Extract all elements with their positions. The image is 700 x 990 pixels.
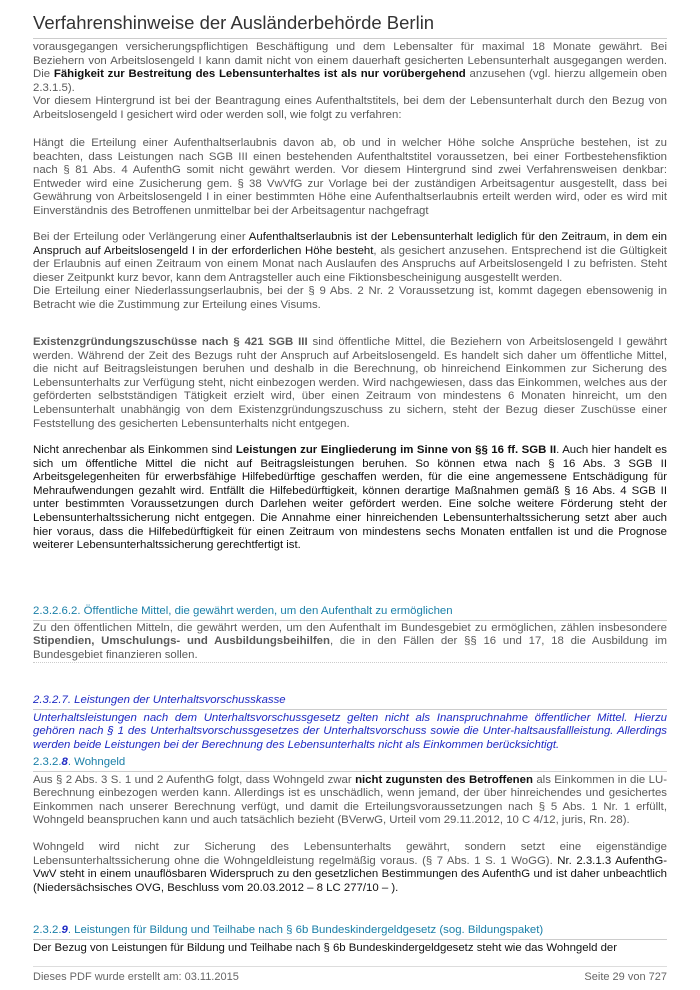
text: Aus § 2 Abs. 3 S. 1 und 2 AufenthG folgt, dass Wohngeld zwar <box>33 773 356 786</box>
paragraph-procedure-intro: Vor diesem Hintergrund ist bei der Beantragung eines Aufenthaltstitels, bei dem der Lebensunterhalt durch den Bezug von Arbeitslosengeld I gesichert wird oder werden soll, wie folgt zu verfahren: <box>33 95 667 121</box>
section-number-dot: . <box>67 924 72 936</box>
text: Hängt die Erteilung einer Aufenthaltserlaubnis davon ab, ob und in welcher Höhe solche Ansprüche bestehen, ist zu beachten, dass Leistungen nach SGB III einen bestehenden Aufenthaltstitel voraussetzen, bei einer Fortbestehensfiktion nach § 81 Abs. 4 AufenthG somit nicht gewährt werden. Vor diesem Hintergrund sind zwei Verfahrensweisen denkbar: Entweder wird eine Zusicherung gem. § 38 VwVfG zur Vorlage bei der zuständigen Arbeitsagentur ausgestellt, dass bei Gewährung von Arbeitslosengeld I in einer bestimmten Höhe eine Aufenthaltserlaubnis erteilt werden wird, oder es wird mit Einverständnis des Betroffenen unmittelbar bei der Arbeitsagentur nachgefragt <box>33 137 667 217</box>
paragraph-alg1-intro <box>33 41 667 123</box>
text: Bei der Erteilung oder Verlängerung einer <box>33 231 249 243</box>
bold-text: Fähigkeit zur Bestreitung des Lebensunterhaltes ist als nur vorübergehend <box>53 68 466 81</box>
section-heading <box>33 924 667 940</box>
text: , die in den Fällen der §§ 16 und 17, 18 die Ausbildung im Bundesgebiet finanzieren sollen. <box>33 635 667 661</box>
section-number-part: 9 <box>61 924 68 936</box>
section-number: 2.3.2.7. <box>33 694 71 706</box>
text: vorausgegangen versicherungspflichtigen Beschäftigung und dem Lebensalter für maximal 18 Monate gewährt. Bei Beziehern von Arbeitslosengeld I kann damit nicht von einem dauerhaft gesicherten Lebensunterhalt ausgegangen werden. Die <box>33 41 667 81</box>
bold-text: Existenzgründungszuschüsse nach § 421 SGB III <box>33 336 308 348</box>
page-title: Verfahrenshinweise der Ausländerbehörde Berlin <box>33 12 435 33</box>
section-text: Der Bezug von Leistungen für Bildung und Teilhabe nach § 6b Bundeskindergeldgesetz steht wie das Wohngeld der <box>33 941 618 954</box>
text: anzusehen (vgl. hierzu allgemein oben 2.3.1.5). <box>33 68 667 94</box>
text: Nicht anrechenbar als Einkommen sind <box>33 444 236 456</box>
text: . Auch hier handelt es sich um öffentliche Mittel die nicht auf Beitragsleistungen beruhen. So können etwa nach § 16 Abs. 3 SGB II Arbeitsgelegenheiten für erwerbsfähige Hilfebedürftige geschaffen werden, für die eine angemessene Entschädigung für Mehraufwendungen gezahlt wird. Entfällt die Hilfebedürftigkeit, können derartige Maßnahmen gemäß § 16 Abs. 4 SGB II unter bestimmten Voraussetzungen durch Darlehen weiter gefördert werden. Eine solche weitere Förderung steht der Lebensunterhaltssicherung nicht entgegen. Die Annahme einer hinreichenden Lebensunterhaltssicherung setzt aber auch hier voraus, dass die Hilfebedürftigkeit für einen Zeitraum von mindestens sechs Monaten entfallen ist und die Prognose weiterer Lebensunterhaltssicherung gerechtfertigt ist. <box>33 444 667 552</box>
section-number-dot: . <box>67 756 72 768</box>
page-footer <box>33 966 667 985</box>
page-number: Seite 29 von 727 <box>584 971 667 983</box>
section-number: 2.3.2. <box>33 924 62 936</box>
section-title: Leistungen der Unterhaltsvorschusskasse <box>71 694 286 706</box>
bold-text: nicht zugunsten des Betroffenen <box>355 773 533 786</box>
section-heading <box>33 605 667 621</box>
text: sind öffentliche Mittel, die Beziehern von Arbeitslosengeld I gewährt werden. Während der Zeit des Bezugs ruht der Anspruch auf Arbeitslosengeld. Es handelt sich daher um öffentliche Mittel, die nicht auf Beitragsleistungen beruhen und deshalb in die Berechnung, ob hinreichend Einkommen zur Sicherung des Lebensunterhalts zur Verfügung steht, nicht einbezogen werden. Wird nachgewiesen, dass das Einkommen, welches aus der geförderten selbstständigen Tätigkeit erzielt wird, über einen Zeitraum von mindestens 6 Monaten hinreicht, um den Lebensunterhalt unabhängig von dem Existenzgründungszuschuss zu sichern, steht der Bezug dieser Zuschüsse einer Feststellung des gesicherten Lebensunterhalts nicht entgegen. <box>33 336 667 430</box>
highlighted-text: Nr. 2.3.1.3 AufenthG-VwV steht in einem unauflösbaren Widerspruch zu den gesetzlichen Bestimmungen des AufenthG und ist daher unbeachtlich (Niedersächsisches OVG, Beschluss vom 20.03.2012 – 8 LC 277/10 – ). <box>33 854 667 894</box>
section-title: Leistungen für Bildung und Teilhabe nach § 6b Bundeskindergeldgesetz (sog. Bildungspaket) <box>71 924 544 936</box>
section-2-3-2-7 <box>33 694 667 752</box>
paragraph-integration-benefits <box>33 444 667 553</box>
section-2-3-2-6-2 <box>33 605 667 663</box>
section-title: Wohngeld <box>71 756 126 768</box>
text: Zu den öffentlichen Mitteln, die gewährt werden, um den Aufenthalt im Bundesgebiet zu ermöglichen, zählen insbesondere <box>33 621 667 634</box>
paragraph-settlement-permit: Die Erteilung einer Niederlassungserlaubnis, bei der § 9 Abs. 2 Nr. 2 Voraussetzung ist, kommt dagegen ebensowenig in Betracht wie die Zustimmung zur Erteilung eines Visums. <box>33 285 667 311</box>
paragraph-issuance-conditions <box>33 137 667 219</box>
section-heading <box>33 756 667 772</box>
paragraph-extension <box>33 231 667 313</box>
pdf-created-date: Dieses PDF wurde erstellt am: 03.11.2015 <box>33 971 239 983</box>
bold-text: Stipendien, Umschulungs- und Ausbildungsbeihilfen <box>33 635 330 648</box>
section-text: Unterhaltsleistungen nach dem Unterhaltsvorschussgesetz gelten nicht als Inanspruchnahme öffentlicher Mittel. Hierzu gehören nach § 1 des Unterhaltsvorschussgesetzes der Unterhaltsvorschuss sowie die Unter-haltsausfallleistung. Allerdings werden beide Leistungen bei der Berechnung des Lebensunterhalts nicht als Einkommen berücksichtigt. <box>33 711 667 751</box>
text: , als gesichert anzusehen. Entsprechend ist die Gültigkeit der Erlaubnis auf einen Zeitraum von einem Monat nach Auslaufen des Anspruchs auf Arbeitslosengeld I zu befristen. Steht dieser Zeitpunkt kurz bevor, kann dem Antragsteller auch eine Fiktionsbescheinigung ausgestellt werden. <box>33 244 667 284</box>
section-number-part: 8 <box>61 756 68 768</box>
page-header <box>33 12 667 39</box>
section-2-3-2-8 <box>33 756 667 895</box>
section-number: 2.3.2. <box>33 756 62 768</box>
section-heading <box>33 694 667 710</box>
section-title: Öffentliche Mittel, die gewährt werden, um den Aufenthalt zu ermöglichen <box>80 605 453 617</box>
section-2-3-2-9 <box>33 924 667 955</box>
section-number: 2.3.2.6.2. <box>33 605 81 617</box>
highlighted-text: Aufenthaltserlaubnis ist der Lebensunterhalt lediglich für den Zeitraum, in dem ein Anspruch auf Arbeitslosengeld I in der erforderlichen Höhe besteht <box>33 231 667 257</box>
paragraph-start-up-grants <box>33 336 667 431</box>
text: Wohngeld wird nicht zur Sicherung des Lebensunterhalts gewährt, sondern setzt eine eigenständige Lebensunterhaltssicherung ohne die Wohngeldleistung regelmäßig voraus. (§ 7 Abs. 1 S. 1 WoGG). <box>33 840 667 867</box>
bold-text: Leistungen zur Eingliederung im Sinne von §§ 16 ff. SGB II <box>235 444 557 456</box>
text: als Einkommen in die LU- Berechnung einbezogen werden kann. Allerdings ist es unschädlich, wenn jemand, der über hinreichendes und gesichertes Einkommen nach unserer Berechnung verfügt, und damit die Erteilungsvoraussetzungen nach § 5 Abs. 1 Nr. 1 erfüllt, Wohngeld beanspruchen kann und auch tatsächlich bezieht (BVerwG, Urteil vom 29.11.2012, 10 C 4/12, juris, Rn. 28). <box>33 773 667 827</box>
